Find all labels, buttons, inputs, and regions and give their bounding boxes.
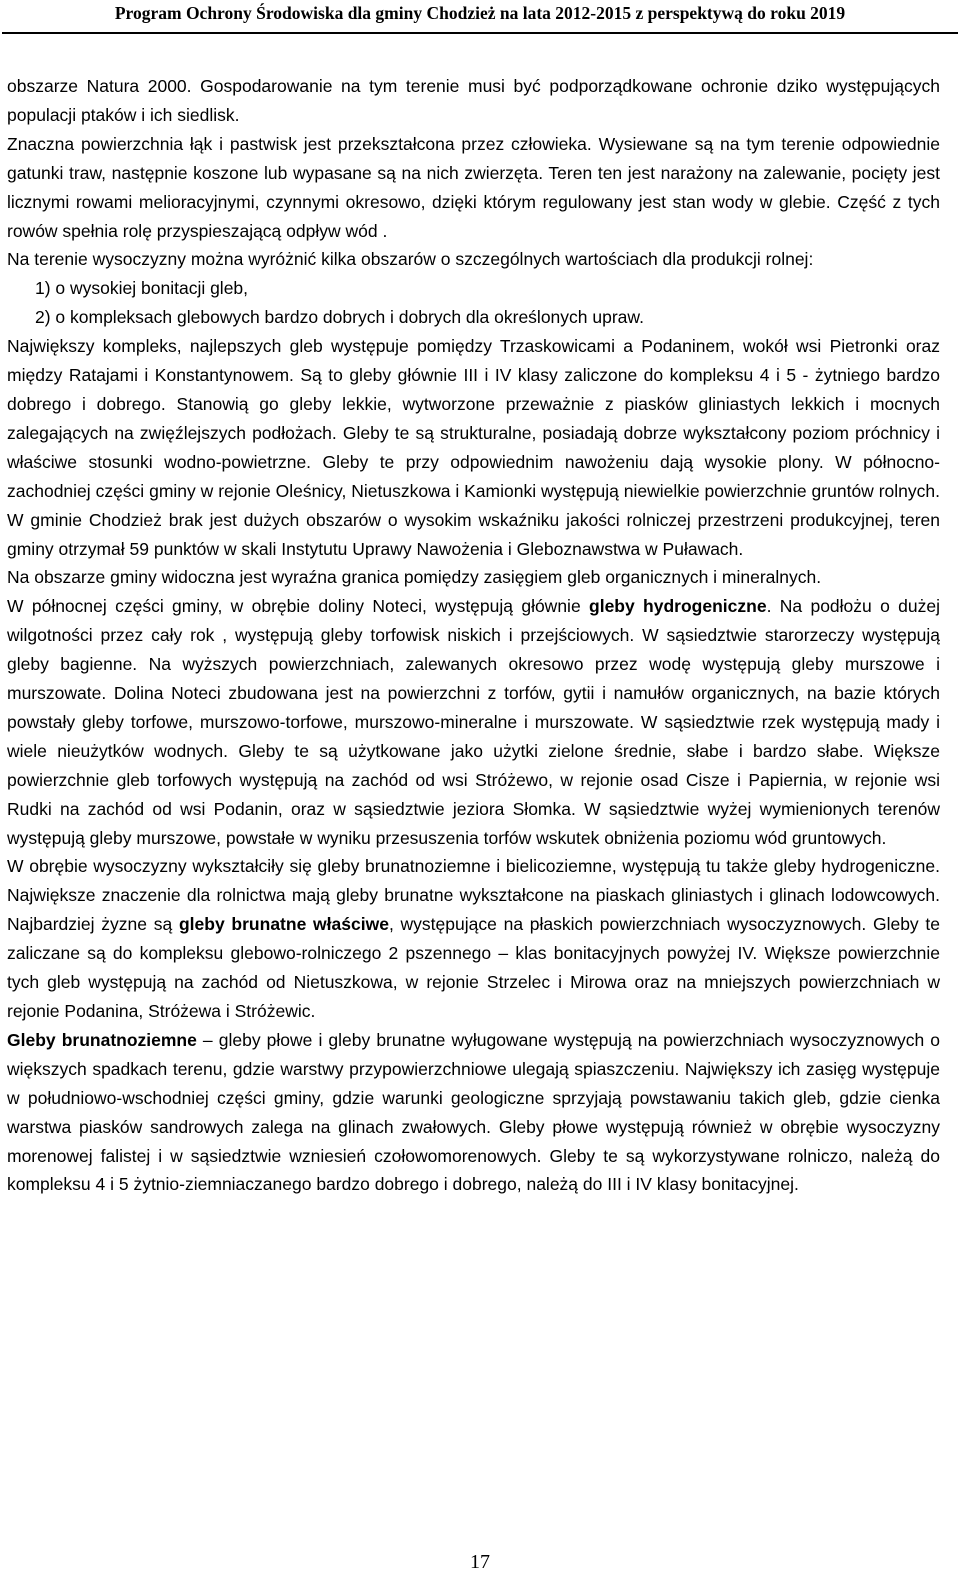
text-run: Znaczna powierzchnia łąk i pastwisk jest przekształcona przez człowieka. Wysiewane są na tym terenie odpowiednie gatunki traw, następnie koszone lub wypasane są na nich zwierzęta. Teren ten jest narażony na zalewanie, pocięty jest licznymi rowami melioracyjnymi, czynnymi okresowo, dzięki którym regulowany jest stan wody w glebie. Część z tych rowów spełnia rolę przyspieszającą odpływ wód . <box>7 133 940 241</box>
text-run: , występujące na płaskich powierzchniach wysoczyznowych. Gleby te zaliczane są do kompleksu glebowo-rolniczego 2 pszennego – klas bonitacyjnych powyżej IV. Większe powierzchnie tych gleb występują na zachód od Nietuszkowa, w rejonie Strzelec i Mirowa oraz na mniejszych powierzchniach w rejonie Podanina, Stróżewa i Stróżewic. <box>7 914 941 1021</box>
list-item <box>7 274 940 303</box>
text-run: – gleby płowe i gleby brunatne wyługowane występują na powierzchniach wysoczyznowych o większych spadkach terenu, gdzie warstwy przypowierzchniowe ulegają spiaszczeniu. Największy ich zasięg występuje w południowo-wschodniej części gminy, gdzie warunki geologiczne sprzyjają powstawaniu takich gleb, gdzie cienka warstwa piasków sandrowych zalega na glinach zwałowych. Gleby płowe występują również w obrębie wysoczyzny morenowej falistej i w sąsiedztwie wzniesień czołowomorenowych. Gleby te są wykorzystywane rolniczo, należą do kompleksu 4 i 5 żytnio-ziemniaczanego bardzo dobrego i dobrego, należą do III i IV klasy bonitacyjnej. <box>7 1029 940 1195</box>
paragraph <box>7 130 940 246</box>
paragraph <box>7 332 940 563</box>
paragraph <box>7 592 940 852</box>
paragraph <box>7 72 940 130</box>
bold-term: gleby hydrogeniczne <box>589 596 767 617</box>
text-run: Na terenie wysoczyzny można wyróżnić kilka obszarów o szczególnych wartościach dla produkcji rolnej: <box>7 249 814 270</box>
paragraph <box>7 1026 940 1199</box>
text-run: Największy kompleks, najlepszych gleb występuje pomiędzy Trzaskowicami a Podaninem, wokół wsi Pietronki oraz między Ratajami i Konstantynowem. Są to gleby głównie III i IV klasy zaliczone do kompleksu 4 i 5 - żytniego bardzo dobrego i dobrego. Stanowią go gleby lekkie, wytworzone przeważnie z piasków gliniastych lekkich i mocnych zalegających na zwięźlejszych podłożach. Gleby te są strukturalne, posiadają dobrze wykształcony poziom próchnicy i właściwe stosunki wodno-powietrzne. Gleby te przy odpowiednim nawożeniu dają wysokie plony. W północno-zachodniej części gminy w rejonie Oleśnicy, Nietuszkowa i Kamionki występują niewielkie powierzchnie gruntów rolnych. W gminie Chodzież brak jest dużych obszarów o wysokim wskaźniku jakości rolniczej przestrzeni produkcyjnej, teren gminy otrzymał 59 punktów w skali Instytutu Uprawy Nawożenia i Gleboznawstwa w Puławach. <box>7 336 940 559</box>
text-run: W obrębie wysoczyzny wykształciły się gleby brunatnoziemne i bielicoziemne, występują tu także gleby hydrogeniczne. Największe znaczenie dla rolnictwa mają gleby brunatne wykształcone na piaskach gliniastych i glinach lodowcowych. Najbardziej żyzne są <box>7 856 940 935</box>
running-header: Program Ochrony Środowiska dla gminy Chodzież na lata 2012-2015 z perspektywą do roku 2019 <box>114 3 846 23</box>
body-text <box>7 72 940 1199</box>
text-run: Na obszarze gminy widoczna jest wyraźna granica pomiędzy zasięgiem gleb organicznych i mineralnych. <box>7 567 822 588</box>
page-number: 17 <box>470 1551 490 1573</box>
bold-term: Gleby brunatnoziemne <box>7 1029 197 1050</box>
header-rule <box>2 32 958 34</box>
list-item <box>7 303 940 332</box>
text-run: W północnej części gminy, w obrębie doliny Noteci, występują głównie <box>7 596 590 617</box>
paragraph <box>7 563 940 592</box>
text-run: . Na podłożu o dużej wilgotności przez cały rok , występują gleby torfowisk niskich i przejściowych. W sąsiedztwie starorzeczy występują gleby bagienne. Na wyższych powierzchniach, zalewanych okresowo przez wodę występują gleby murszowe i murszowate. Dolina Noteci zbudowana jest na powierzchni z torfów, gytii i namułów organicznych, na bazie których powstały gleby torfowe, murszowo-torfowe, murszowo-mineralne i murszowate. W sąsiedztwie rzek występują mady i wiele nieużytków wodnych. Gleby te są użytkowane jako użytki zielone średnie, słabe i bardzo słabe. Większe powierzchnie gleb torfowych występują na zachód od wsi Stróżewo, w rejonie osad Cisze i Papiernia, w rejonie wsi Rudki na zachód od wsi Podanin, oraz w sąsiedztwie jeziora Słomka. W sąsiedztwie wyżej wymienionych terenów występują gleby murszowe, powstałe w wyniku przesuszenia torfów wskutek obniżenia poziomu wód gruntowych. <box>7 596 941 848</box>
text-run: obszarze Natura 2000. Gospodarowanie na tym terenie musi być podporządkowane ochronie dziko występujących populacji ptaków i ich siedlisk. <box>7 76 940 125</box>
paragraph <box>7 245 940 274</box>
text-run: 1) o wysokiej bonitacji gleb, <box>35 278 249 299</box>
text-run: 2) o kompleksach glebowych bardzo dobrych i dobrych dla określonych upraw. <box>35 307 644 328</box>
bold-term: gleby brunatne właściwe <box>178 914 389 935</box>
paragraph <box>7 852 940 1025</box>
